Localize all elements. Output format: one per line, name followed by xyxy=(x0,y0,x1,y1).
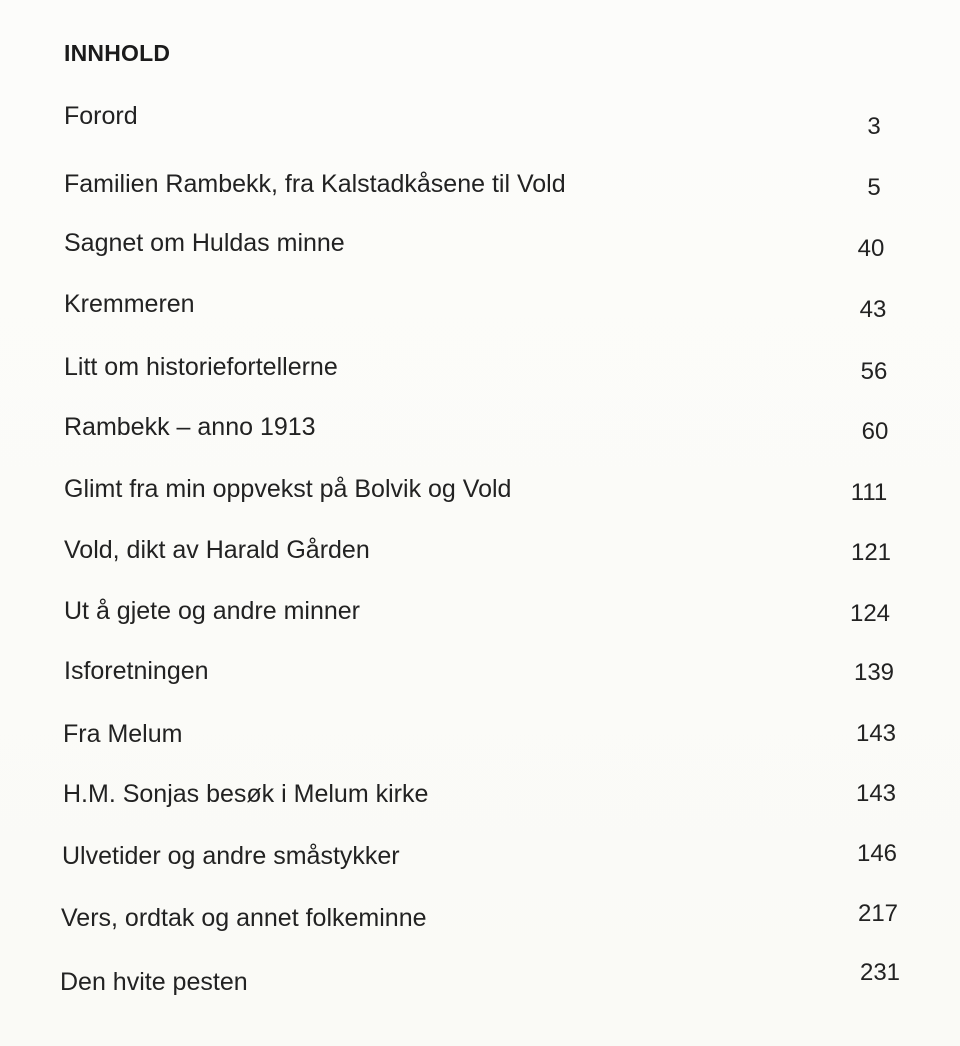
toc-entry-page: 111 xyxy=(850,479,888,506)
toc-entry-page: 143 xyxy=(855,780,897,807)
toc-entry-title: Litt om historiefortellerne xyxy=(64,353,338,381)
toc-entry-title: Fra Melum xyxy=(63,720,183,748)
toc-entry-page: 146 xyxy=(856,840,898,867)
toc-entry-page: 231 xyxy=(859,959,901,986)
toc-entry-title: Vold, dikt av Harald Gården xyxy=(64,536,370,564)
toc-entry-title: Forord xyxy=(64,102,138,130)
contents-heading: INNHOLD xyxy=(64,40,171,66)
toc-entry-title: Kremmeren xyxy=(64,290,195,318)
toc-entry-title: Sagnet om Huldas minne xyxy=(64,229,345,257)
toc-entry-page: 143 xyxy=(855,720,897,747)
toc-entry-page: 139 xyxy=(853,659,895,686)
toc-entry-title: Vers, ordtak og annet folkeminne xyxy=(61,904,427,932)
toc-entry-title: Den hvite pesten xyxy=(60,968,248,996)
toc-entry-page: 56 xyxy=(860,358,888,385)
toc-entry-page: 3 xyxy=(867,113,881,140)
toc-entry-title: Rambekk – anno 1913 xyxy=(64,413,316,441)
toc-entry-title: Ulvetider og andre småstykker xyxy=(62,842,400,870)
toc-entry-page: 60 xyxy=(861,418,889,445)
toc-entry-title: Ut å gjete og andre minner xyxy=(64,597,361,625)
toc-entry-title: Familien Rambekk, fra Kalstadkåsene til Vold xyxy=(64,170,566,198)
toc-entry-page: 43 xyxy=(859,296,887,323)
toc-entry-title: H.M. Sonjas besøk i Melum kirke xyxy=(63,780,429,808)
toc-entry-page: 40 xyxy=(857,235,885,262)
toc-entry-title: Isforetningen xyxy=(64,657,209,685)
toc-entry-page: 124 xyxy=(849,600,891,627)
toc-entry-page: 5 xyxy=(867,174,881,201)
toc-entry-page: 121 xyxy=(850,539,892,566)
toc-entry-page: 217 xyxy=(857,900,899,927)
toc-entry-title: Glimt fra min oppvekst på Bolvik og Vold xyxy=(64,475,512,503)
